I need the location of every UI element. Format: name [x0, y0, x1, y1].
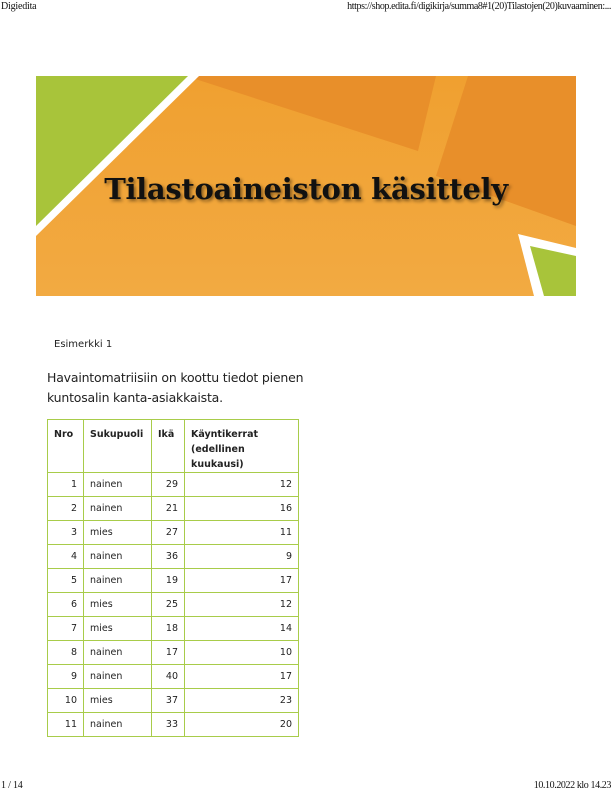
- table-row: [48, 641, 299, 665]
- cell-visits: 12: [185, 473, 299, 497]
- cell-age: 19: [152, 569, 185, 593]
- cell-visits: 17: [185, 665, 299, 689]
- print-timestamp: 10.10.2022 klo 14.23: [533, 780, 611, 791]
- title-banner: [36, 76, 576, 296]
- cell-gender: mies: [84, 617, 152, 641]
- cell-visits: 11: [185, 521, 299, 545]
- cell-age: 17: [152, 641, 185, 665]
- cell-visits: 9: [185, 545, 299, 569]
- cell-nro: 11: [48, 713, 84, 737]
- cell-nro: 7: [48, 617, 84, 641]
- header-nro: Nro: [48, 420, 84, 473]
- table-row: [48, 497, 299, 521]
- cell-gender: nainen: [84, 665, 152, 689]
- table-header-row: [48, 420, 299, 473]
- cell-gender: mies: [84, 593, 152, 617]
- intro-text: Havaintomatriisiin on koottu tiedot pienen kuntosalin kanta-asiakkaista.: [47, 370, 304, 405]
- cell-nro: 9: [48, 665, 84, 689]
- cell-age: 36: [152, 545, 185, 569]
- table-row: [48, 545, 299, 569]
- example-label: Esimerkki 1: [54, 339, 113, 350]
- cell-nro: 10: [48, 689, 84, 713]
- cell-age: 33: [152, 713, 185, 737]
- table-row: [48, 473, 299, 497]
- cell-age: 27: [152, 521, 185, 545]
- cell-visits: 17: [185, 569, 299, 593]
- cell-age: 29: [152, 473, 185, 497]
- cell-nro: 6: [48, 593, 84, 617]
- table-row: [48, 665, 299, 689]
- cell-visits: 16: [185, 497, 299, 521]
- cell-visits: 12: [185, 593, 299, 617]
- cell-nro: 4: [48, 545, 84, 569]
- cell-age: 25: [152, 593, 185, 617]
- table-row: [48, 617, 299, 641]
- cell-nro: 5: [48, 569, 84, 593]
- cell-gender: nainen: [84, 713, 152, 737]
- cell-visits: 23: [185, 689, 299, 713]
- cell-age: 37: [152, 689, 185, 713]
- cell-gender: mies: [84, 689, 152, 713]
- cell-visits: 10: [185, 641, 299, 665]
- table-row: [48, 521, 299, 545]
- cell-nro: 1: [48, 473, 84, 497]
- cell-nro: 8: [48, 641, 84, 665]
- cell-age: 40: [152, 665, 185, 689]
- table-row: [48, 713, 299, 737]
- table-row: [48, 689, 299, 713]
- cell-visits: 20: [185, 713, 299, 737]
- page-number: 1 / 14: [1, 780, 23, 791]
- cell-gender: nainen: [84, 497, 152, 521]
- cell-gender: nainen: [84, 641, 152, 665]
- cell-nro: 2: [48, 497, 84, 521]
- cell-nro: 3: [48, 521, 84, 545]
- header-gender: Sukupuoli: [84, 420, 152, 473]
- cell-gender: nainen: [84, 473, 152, 497]
- table-row: [48, 593, 299, 617]
- cell-gender: nainen: [84, 569, 152, 593]
- print-header: [0, 1, 612, 15]
- page-url: https://shop.edita.fi/digikirja/summa8#1(20)Tilastojen(20)kuvaaminen:...: [347, 1, 611, 12]
- print-footer: [0, 780, 612, 792]
- page-title: Tilastoaineiston käsittely: [104, 172, 508, 206]
- cell-gender: nainen: [84, 545, 152, 569]
- header-visits: Käyntikerrat (edellinen kuukausi): [185, 420, 299, 473]
- cell-visits: 14: [185, 617, 299, 641]
- cell-age: 21: [152, 497, 185, 521]
- header-age: Ikä: [152, 420, 185, 473]
- site-name: Digiedita: [1, 1, 37, 12]
- observation-matrix-table: [47, 419, 299, 737]
- cell-age: 18: [152, 617, 185, 641]
- cell-gender: mies: [84, 521, 152, 545]
- table-row: [48, 569, 299, 593]
